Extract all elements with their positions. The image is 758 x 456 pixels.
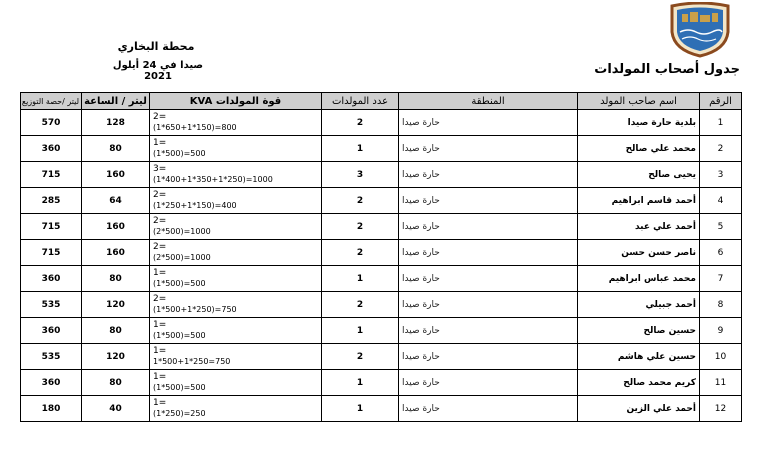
power-count: 2= <box>153 294 167 304</box>
liters-per-hour: 128 <box>82 110 150 136</box>
power-formula: (2*500)=1000 <box>153 227 211 236</box>
row-number: 8 <box>700 292 742 318</box>
power-count: 1= <box>153 346 167 356</box>
liters-per-hour: 80 <box>82 318 150 344</box>
area-name: حارة صيدا <box>399 162 578 188</box>
power-count: 1= <box>153 268 167 278</box>
power-count: 2= <box>153 242 167 252</box>
power-formula: (1*400+1*350+1*250)=1000 <box>153 175 273 184</box>
area-name: حارة صيدا <box>399 292 578 318</box>
power-formula: (1*250+1*150)=400 <box>153 201 237 210</box>
liters-per-hour: 120 <box>82 344 150 370</box>
row-number: 12 <box>700 396 742 422</box>
owner-name: ناصر حسن حسن <box>578 240 700 266</box>
generator-count: 1 <box>322 266 399 292</box>
power-formula: (2*500)=1000 <box>153 253 211 262</box>
liters-per-hour: 80 <box>82 370 150 396</box>
generator-power <box>150 188 322 214</box>
liters-share: 535 <box>21 292 82 318</box>
table-row <box>21 110 742 136</box>
area-name: حارة صيدا <box>399 136 578 162</box>
generator-power <box>150 136 322 162</box>
generator-count: 1 <box>322 396 399 422</box>
power-formula: (1*650+1*150)=800 <box>153 123 237 132</box>
power-count: 2= <box>153 216 167 226</box>
station-name: محطة البخاري <box>117 40 195 53</box>
owner-name: أحمد علي الزين <box>578 396 700 422</box>
area-name: حارة صيدا <box>399 266 578 292</box>
table-header-row <box>21 93 742 110</box>
liters-share: 715 <box>21 240 82 266</box>
generator-power <box>150 162 322 188</box>
generator-power <box>150 266 322 292</box>
liters-share: 180 <box>21 396 82 422</box>
header-generator-power: قوة المولدات KVA <box>150 93 322 110</box>
power-count: 1= <box>153 398 167 408</box>
power-count: 2= <box>153 190 167 200</box>
generator-count: 1 <box>322 370 399 396</box>
liters-share: 285 <box>21 188 82 214</box>
liters-per-hour: 160 <box>82 214 150 240</box>
generator-power <box>150 318 322 344</box>
row-number: 4 <box>700 188 742 214</box>
owner-name: بلدية حارة صيدا <box>578 110 700 136</box>
power-formula: (1*500)=500 <box>153 279 206 288</box>
header-number: الرقم <box>700 93 742 110</box>
table-row <box>21 318 742 344</box>
power-formula: (1*500)=500 <box>153 383 206 392</box>
area-name: حارة صيدا <box>399 110 578 136</box>
owner-name: أحمد قاسم ابراهيم <box>578 188 700 214</box>
area-name: حارة صيدا <box>399 396 578 422</box>
row-number: 10 <box>700 344 742 370</box>
power-formula: (1*500+1*250)=750 <box>153 305 237 314</box>
power-count: 2= <box>153 112 167 122</box>
generator-owners-table <box>20 92 742 422</box>
owner-name: أحمد علي عبد <box>578 214 700 240</box>
header-area: المنطقة <box>399 93 578 110</box>
generator-count: 1 <box>322 136 399 162</box>
generator-count: 2 <box>322 344 399 370</box>
area-name: حارة صيدا <box>399 344 578 370</box>
liters-share: 360 <box>21 318 82 344</box>
liters-per-hour: 160 <box>82 240 150 266</box>
liters-per-hour: 40 <box>82 396 150 422</box>
table-row <box>21 292 742 318</box>
owner-name: محمد علي صالح <box>578 136 700 162</box>
power-formula: 1*500+1*250=750 <box>153 357 231 366</box>
header-generator-count: عدد المولدات <box>322 93 399 110</box>
power-count: 1= <box>153 138 167 148</box>
header-liters-share: ليتر /حصة التوزيع <box>21 93 82 110</box>
municipal-crest-icon <box>668 2 732 58</box>
generator-power <box>150 370 322 396</box>
area-name: حارة صيدا <box>399 370 578 396</box>
generator-count: 2 <box>322 292 399 318</box>
table-row <box>21 396 742 422</box>
liters-per-hour: 80 <box>82 266 150 292</box>
owner-name: كريم محمد صالح <box>578 370 700 396</box>
power-formula: (1*250)=250 <box>153 409 206 418</box>
generator-power <box>150 292 322 318</box>
generator-power <box>150 396 322 422</box>
generator-count: 2 <box>322 110 399 136</box>
area-name: حارة صيدا <box>399 240 578 266</box>
table-row <box>21 266 742 292</box>
liters-share: 360 <box>21 136 82 162</box>
generator-count: 2 <box>322 240 399 266</box>
power-count: 3= <box>153 164 167 174</box>
row-number: 6 <box>700 240 742 266</box>
document-title: جدول أصحاب المولدات <box>594 62 740 77</box>
owner-name: محمد عباس ابراهيم <box>578 266 700 292</box>
row-number: 2 <box>700 136 742 162</box>
generator-count: 2 <box>322 188 399 214</box>
table-row <box>21 214 742 240</box>
table-row <box>21 136 742 162</box>
table-row <box>21 162 742 188</box>
owner-name: حسين علي هاشم <box>578 344 700 370</box>
area-name: حارة صيدا <box>399 318 578 344</box>
liters-per-hour: 160 <box>82 162 150 188</box>
generator-power <box>150 344 322 370</box>
row-number: 7 <box>700 266 742 292</box>
row-number: 9 <box>700 318 742 344</box>
liters-share: 360 <box>21 266 82 292</box>
power-formula: (1*500)=500 <box>153 149 206 158</box>
power-formula: (1*500)=500 <box>153 331 206 340</box>
generator-power <box>150 240 322 266</box>
owner-name: حسين صالح <box>578 318 700 344</box>
table-row <box>21 344 742 370</box>
liters-share: 715 <box>21 162 82 188</box>
row-number: 1 <box>700 110 742 136</box>
generator-power <box>150 214 322 240</box>
liters-per-hour: 64 <box>82 188 150 214</box>
row-number: 3 <box>700 162 742 188</box>
power-count: 1= <box>153 372 167 382</box>
generator-count: 2 <box>322 214 399 240</box>
table-row <box>21 240 742 266</box>
header-liters-per-hour: ليتر / الساعة <box>82 93 150 110</box>
generator-count: 3 <box>322 162 399 188</box>
liters-share: 360 <box>21 370 82 396</box>
liters-per-hour: 120 <box>82 292 150 318</box>
liters-share: 570 <box>21 110 82 136</box>
owner-name: يحيى صالح <box>578 162 700 188</box>
row-number: 11 <box>700 370 742 396</box>
table-row <box>21 370 742 396</box>
area-name: حارة صيدا <box>399 188 578 214</box>
row-number: 5 <box>700 214 742 240</box>
date-line: صيدا في 24 أيلول 2021 <box>112 60 204 82</box>
header-owner: اسم صاحب المولد <box>578 93 700 110</box>
owner-name: أحمد جبيلي <box>578 292 700 318</box>
area-name: حارة صيدا <box>399 214 578 240</box>
generator-power <box>150 110 322 136</box>
liters-per-hour: 80 <box>82 136 150 162</box>
power-count: 1= <box>153 320 167 330</box>
liters-share: 535 <box>21 344 82 370</box>
liters-share: 715 <box>21 214 82 240</box>
generator-count: 1 <box>322 318 399 344</box>
table-row <box>21 188 742 214</box>
